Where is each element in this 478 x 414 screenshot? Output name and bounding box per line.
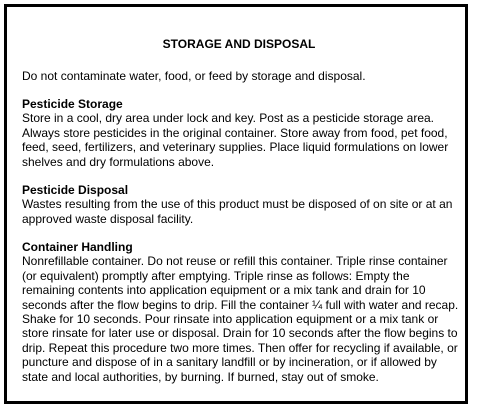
- section-pesticide-disposal: [22, 183, 462, 226]
- section-container-handling: [22, 240, 462, 384]
- label-panel: [4, 4, 468, 404]
- section-pesticide-storage: [22, 97, 462, 169]
- section-heading: Pesticide Disposal: [22, 183, 129, 197]
- section-heading: Pesticide Storage: [22, 97, 123, 111]
- section-body: Nonrefillable container. Do not reuse or refill this container. Triple rinse container (or equivalent) promptly after emptying. Triple rinse as follows: Empty the remaining contents into application equipment or a mix tank and drain for 10 seconds after the flow begins to drip. Fill the container ¼ full with water and recap. Shake for 10 seconds. Pour rinsate into application equipment or a mix tank or store rinsate for later use or disposal. Drain for 10 seconds after the flow begins to drip. Repeat this procedure two more times. Then offer for recycling if available, or puncture and dispose of in a sanitary landfill or by incineration, or if allowed by state and local authorities, by burning. If burned, stay out of smoke.: [22, 254, 459, 384]
- section-body: Store in a cool, dry area under lock and key. Post as a pesticide storage area. Always store pesticides in the original container. Store away from food, pet food, feed, seed, fertilizers, and veterinary supplies. Place liquid formulations on lower shelves and dry formulations above.: [22, 111, 449, 169]
- section-heading: Container Handling: [22, 240, 133, 254]
- document-title: STORAGE AND DISPOSAL: [162, 37, 316, 51]
- intro-text: Do not contaminate water, food, or feed by storage and disposal.: [22, 69, 366, 83]
- section-body: Wastes resulting from the use of this product must be disposed of on site or at an approved waste disposal facility.: [22, 197, 453, 226]
